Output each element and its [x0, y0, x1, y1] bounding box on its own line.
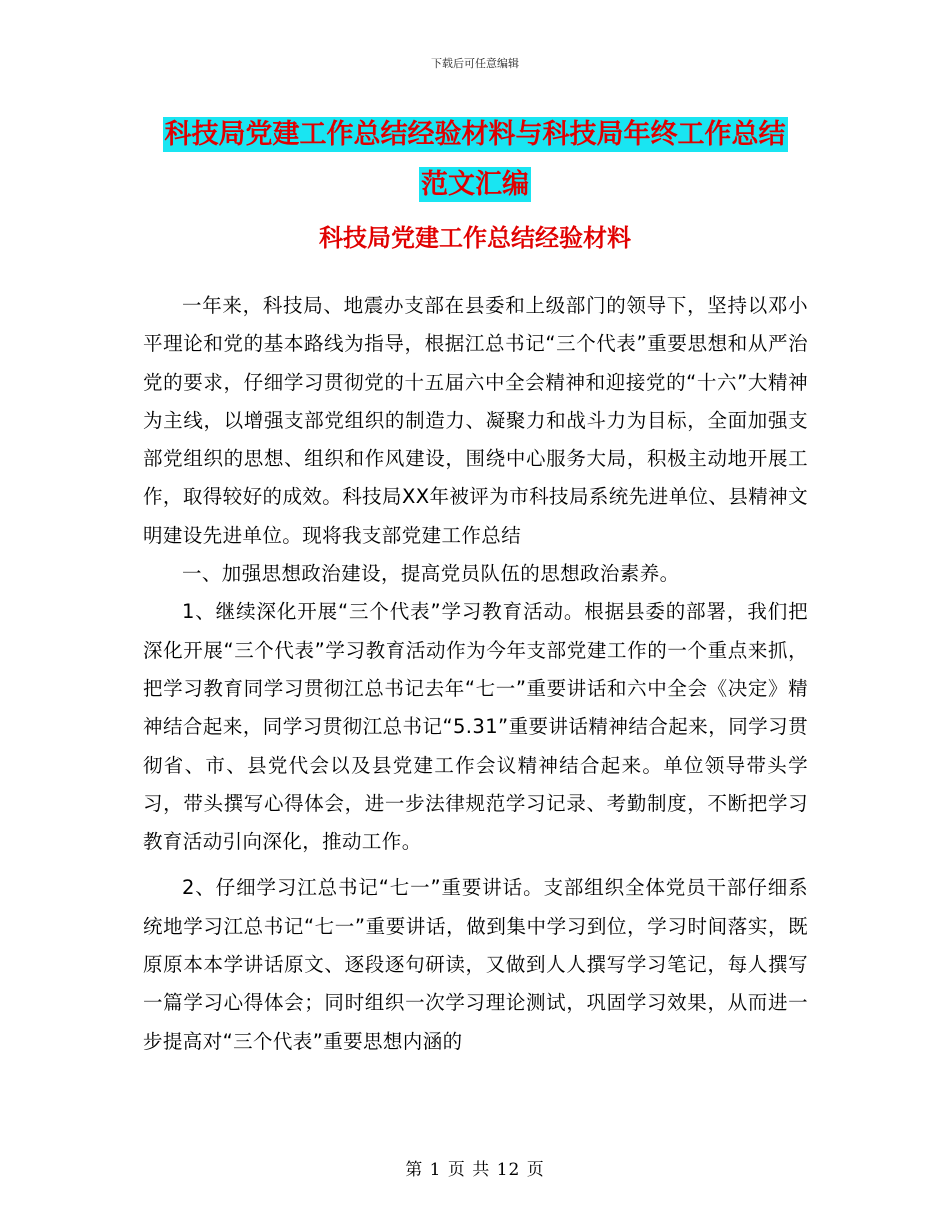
- paragraph: 2、仔细学习江总书记“七一”重要讲话。支部组织全体党员干部仔细系统地学习江总书记“七一”重要讲话，做到集中学习到位，学习时间落实，既原原本本学讲话原文、逐段逐句研读，又做到人人撰写学习笔记，每人撰写一篇学习心得体会；同时组织一次学习理论测试，巩固学习效果，从而进一步提高对“三个代表”重要思想内涵的: [143, 876, 808, 1053]
- paragraph: 一、加强思想政治建设，提高党员队伍的思想政治素养。: [182, 562, 680, 586]
- document-title-line-1: 科技局党建工作总结经验材料与科技局年终工作总结: [164, 119, 786, 150]
- body-text: [143, 287, 808, 1061]
- page-footer: 第 1 页 共 12 页: [405, 1160, 545, 1180]
- paragraph: 一年来，科技局、地震办支部在县委和上级部门的领导下，坚持以邓小平理论和党的基本路线为指导，根据江总书记“三个代表”重要思想和从严治党的要求，仔细学习贯彻党的十五届六中全会精神和迎接党的“十六”大精神为主线，以增强支部党组织的制造力、凝聚力和战斗力为目标，全面加强支部党组织的思想、组织和作风建设，围绕中心服务大局，积极主动地开展工作，取得较好的成效。科技局XX年被评为市科技局系统先进单位、县精神文明建设先进单位。现将我支部党建工作总结: [143, 294, 808, 547]
- document-title: [0, 110, 950, 210]
- paragraph: 1、继续深化开展“三个代表”学习教育活动。根据县委的部署，我们把深化开展“三个代表”学习教育活动作为今年支部党建工作的一个重点来抓，把学习教育同学习贯彻江总书记去年“七一”重要讲话和六中全会《决定》精神结合起来，同学习贯彻江总书记“5.31”重要讲话精神结合起来，同学习贯彻省、市、县党代会以及县党建工作会议精神结合起来。单位领导带头学习，带头撰写心得体会，进一步法律规范学习记录、考勤制度，不断把学习教育活动引向深化，推动工作。: [143, 600, 808, 854]
- section-title: 科技局党建工作总结经验材料: [319, 223, 631, 252]
- page-header-note: 下载后可任意编辑: [431, 57, 519, 70]
- document-title-line-2: 范文汇编: [421, 169, 529, 200]
